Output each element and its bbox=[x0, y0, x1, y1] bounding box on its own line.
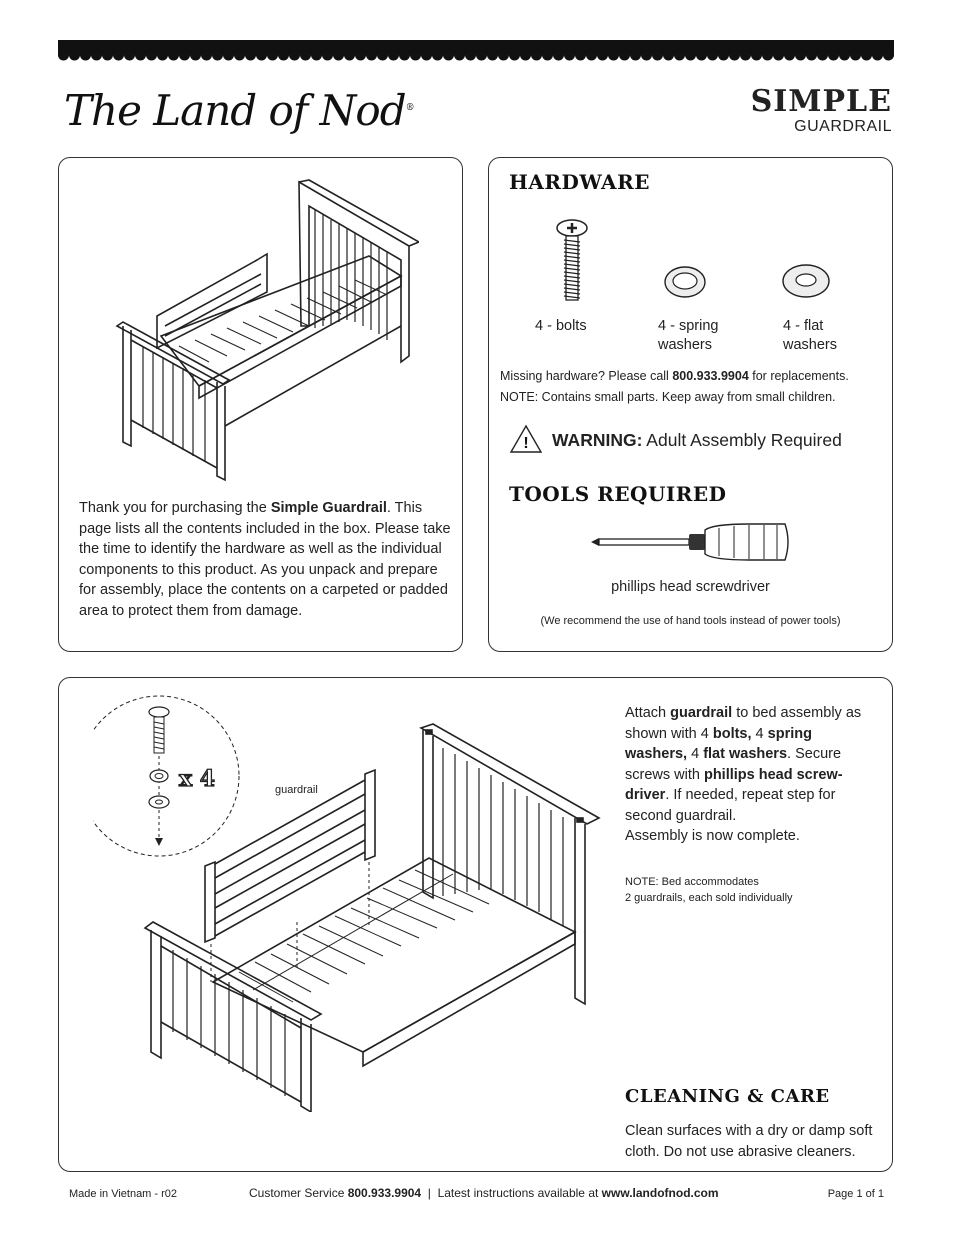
made-in-text: Made in Vietnam - r02 bbox=[69, 1188, 178, 1200]
bolt-icon bbox=[555, 218, 589, 304]
small-parts-note: NOTE: Contains small parts. Keep away from small children. bbox=[500, 390, 836, 404]
flat-washer-icon bbox=[781, 262, 831, 300]
tools-heading: TOOLS REQUIRED bbox=[509, 482, 727, 506]
website-link[interactable]: www.landofnod.com bbox=[601, 1186, 719, 1200]
care-heading: CLEANING & CARE bbox=[625, 1086, 830, 1107]
spring-washer-icon bbox=[663, 264, 707, 300]
product-title bbox=[751, 86, 892, 136]
hardware-label-flat-washers: 4 - flat washers bbox=[783, 318, 837, 353]
tool-label: phillips head screwdriver bbox=[611, 579, 770, 595]
assembly-illustration bbox=[143, 722, 603, 1112]
assembly-panel bbox=[58, 677, 893, 1172]
hardware-label-bolts: 4 - bolts bbox=[535, 318, 587, 334]
assembly-instructions: Attach guardrail to bed assembly as shown with 4 bolts, 4 spring washers, 4 flat washers. Secure screws with phillips head screw-driver. If needed, repeat step for second guardrail. Assembly is now complete. bbox=[625, 705, 862, 844]
svg-text:!: ! bbox=[523, 435, 529, 452]
quantity-multiplier: x 4 bbox=[179, 766, 216, 792]
assembly-complete: Assembly is now complete. bbox=[625, 828, 800, 844]
screwdriver-icon bbox=[589, 520, 793, 564]
title-sub: GUARDRAIL bbox=[794, 118, 892, 135]
warning-icon bbox=[509, 424, 543, 454]
brand-logo: The Land of Nod® bbox=[64, 86, 414, 135]
guardrail-label: guardrail bbox=[275, 784, 318, 796]
bed-illustration bbox=[109, 176, 419, 486]
page-number: Page 1 of 1 bbox=[827, 1188, 884, 1200]
hardware-panel bbox=[488, 157, 893, 652]
title-main: SIMPLE bbox=[750, 84, 892, 119]
customer-service-text: Customer Service 800.933.9904 | Latest instructions available at www.landofnod.com bbox=[249, 1186, 719, 1200]
hardware-label-spring-washers: 4 - spring washers bbox=[658, 318, 719, 353]
tool-recommend: (We recommend the use of hand tools instead of power tools) bbox=[540, 615, 841, 627]
warning-text: WARNING: Adult Assembly Required bbox=[552, 430, 842, 450]
missing-hardware-text: Missing hardware? Please call 800.933.9904 for replacements. bbox=[500, 369, 849, 383]
care-text: Clean surfaces with a dry or damp soft cloth. Do not use abrasive cleaners. bbox=[625, 1123, 873, 1160]
hardware-heading: HARDWARE bbox=[509, 170, 650, 194]
scalloped-border bbox=[58, 40, 894, 64]
intro-text: Thank you for purchasing the Simple Guardrail. This page lists all the contents included in the box. Please take the time to identify the hardware as well as the individual components to this product. As you unpack and prepare for assembly, place the contents on a carpeted or padded area to protect them from damage. bbox=[79, 500, 451, 619]
intro-panel bbox=[58, 157, 463, 652]
guardrail-note: NOTE: Bed accommodates 2 guardrails, each sold individually bbox=[625, 876, 793, 904]
